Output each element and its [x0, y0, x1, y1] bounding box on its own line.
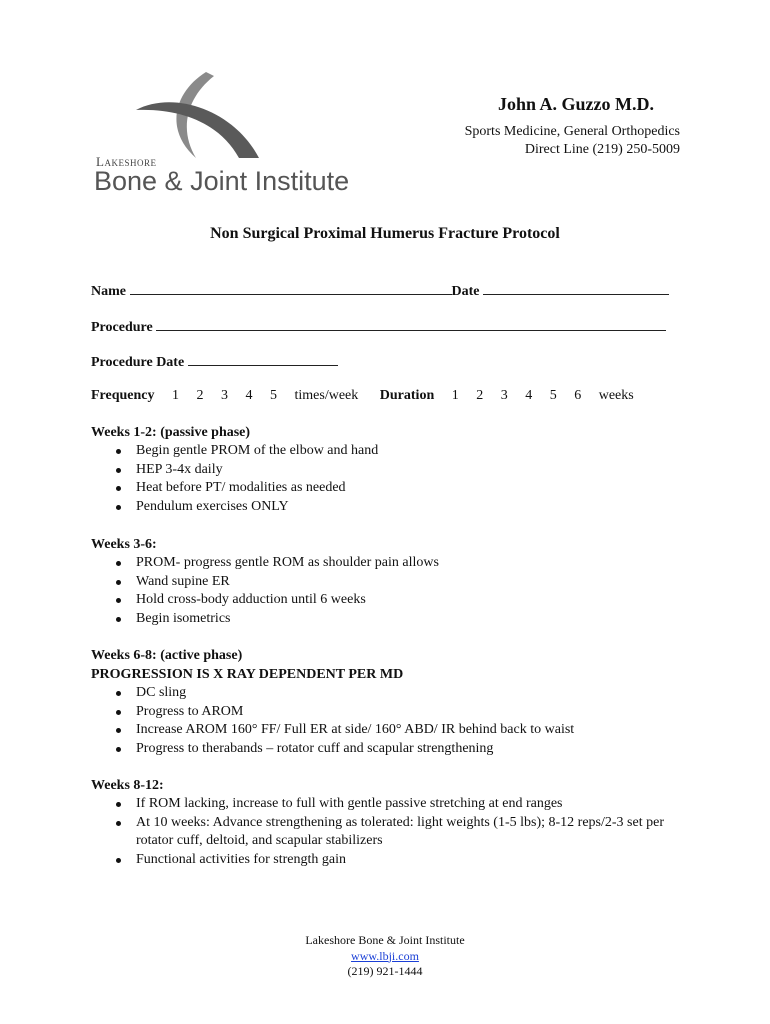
list-item: DC sling	[136, 684, 691, 703]
duration-option[interactable]: 4	[525, 388, 533, 403]
list-item: Progress to AROM	[136, 703, 691, 722]
list-item: Heat before PT/ modalities as needed	[136, 479, 691, 498]
section-weeks-3-6	[91, 535, 691, 628]
institute-logo	[94, 70, 374, 200]
section-title: Weeks 3-6:	[91, 537, 157, 552]
duration-option[interactable]: 6	[574, 388, 582, 403]
list-item: Functional activities for strength gain	[136, 851, 671, 870]
doctor-direct-line: Direct Line (219) 250-5009	[524, 142, 680, 157]
section-title: Weeks 8-12:	[91, 778, 164, 793]
section-list	[91, 684, 691, 758]
procedure-label: Procedure	[91, 320, 153, 335]
duration-option[interactable]: 1	[451, 388, 459, 403]
section-weeks-6-8	[91, 646, 691, 758]
doctor-header	[465, 94, 680, 159]
doctor-name: John A. Guzzo M.D.	[497, 94, 654, 114]
logo-small-text: Lakeshore	[96, 154, 157, 169]
name-date-row	[91, 282, 669, 300]
footer-website-link[interactable]: www.lbji.com	[351, 948, 419, 963]
list-item: PROM- progress gentle ROM as shoulder pain allows	[136, 554, 691, 573]
list-item: Hold cross-body adduction until 6 weeks	[136, 591, 691, 610]
page-footer	[0, 933, 770, 980]
section-weeks-8-12	[91, 776, 671, 869]
section-title: Weeks 1-2: (passive phase)	[91, 425, 251, 440]
list-item: Begin gentle PROM of the elbow and hand	[136, 442, 691, 461]
frequency-option[interactable]: 4	[245, 388, 253, 403]
section-list	[91, 795, 671, 869]
duration-unit: weeks	[598, 388, 634, 403]
name-label: Name	[91, 284, 126, 299]
duration-label: Duration	[379, 388, 435, 403]
list-item: Pendulum exercises ONLY	[136, 498, 691, 517]
frequency-option[interactable]: 5	[270, 388, 278, 403]
list-item: HEP 3-4x daily	[136, 461, 691, 480]
page-title: Non Surgical Proximal Humerus Fracture Protocol	[210, 225, 560, 242]
frequency-label: Frequency	[91, 388, 155, 403]
procedure-date-label: Procedure Date	[91, 355, 185, 370]
date-field[interactable]	[483, 282, 669, 295]
section-title: Weeks 6-8: (active phase)	[91, 648, 243, 663]
section-weeks-1-2	[91, 423, 691, 516]
procedure-date-row	[91, 353, 338, 371]
logo-swoosh-icon	[134, 70, 264, 165]
list-item: Increase AROM 160° FF/ Full ER at side/ 160° ABD/ IR behind back to waist	[136, 721, 691, 740]
list-item: Wand supine ER	[136, 573, 691, 592]
frequency-option[interactable]: 2	[196, 388, 204, 403]
duration-option[interactable]: 5	[549, 388, 557, 403]
list-item: If ROM lacking, increase to full with gentle passive stretching at end ranges	[136, 795, 671, 814]
section-subtitle: PROGRESSION IS X RAY DEPENDENT PER MD	[91, 667, 404, 682]
footer-phone: (219) 921-1444	[347, 964, 423, 978]
doctor-specialty: Sports Medicine, General Orthopedics	[464, 124, 680, 139]
section-list	[91, 442, 691, 516]
frequency-option[interactable]: 1	[172, 388, 180, 403]
section-list	[91, 554, 691, 628]
procedure-field[interactable]	[156, 318, 666, 331]
frequency-option[interactable]: 3	[221, 388, 229, 403]
logo-big-text: Bone & Joint Institute	[94, 166, 350, 196]
duration-option[interactable]: 3	[500, 388, 508, 403]
frequency-unit: times/week	[294, 388, 359, 403]
list-item: Progress to therabands – rotator cuff and scapular strengthening	[136, 740, 691, 759]
list-item: Begin isometrics	[136, 610, 691, 629]
procedure-date-field[interactable]	[188, 353, 338, 366]
frequency-duration-row	[91, 388, 634, 404]
duration-option[interactable]: 2	[476, 388, 484, 403]
name-field[interactable]	[130, 282, 452, 295]
procedure-row	[91, 318, 666, 336]
footer-org: Lakeshore Bone & Joint Institute	[305, 933, 465, 947]
date-label: Date	[451, 284, 480, 299]
list-item: At 10 weeks: Advance strengthening as tolerated: light weights (1-5 lbs); 8-12 reps/2-3 set per rotator cuff, deltoid, and scapular stabilizers	[136, 814, 671, 851]
